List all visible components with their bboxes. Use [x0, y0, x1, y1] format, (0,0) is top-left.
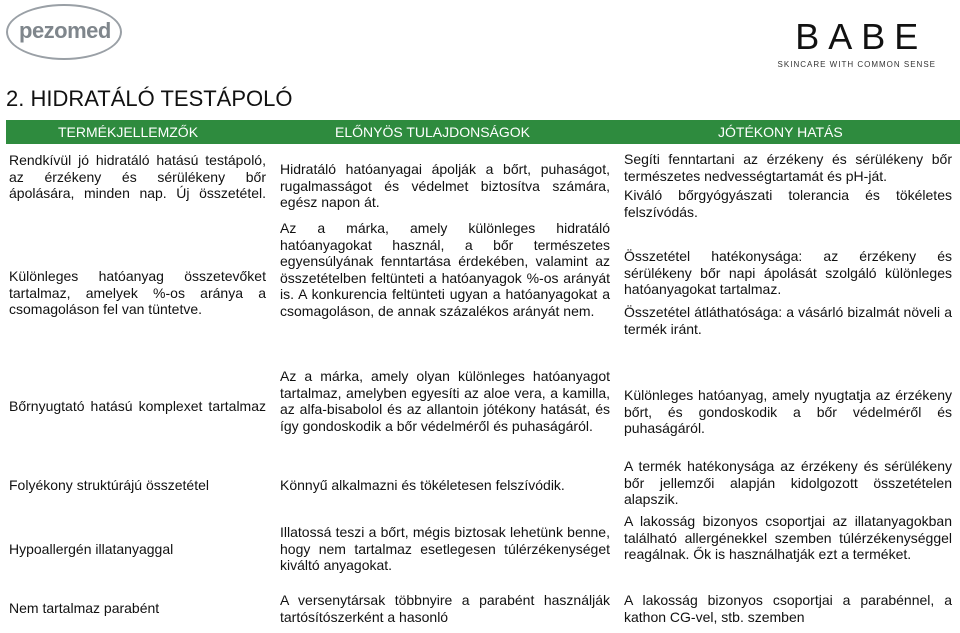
- benefit-item: A lakosság bizonyos csoportjai a parabénnel, a kathon CG-vel, stb. szemben: [624, 592, 952, 625]
- header-advantages: ELŐNYÖS TULAJDONSÁGOK: [335, 124, 531, 140]
- feature-item: Folyékony struktúrájú összetétel: [9, 477, 209, 493]
- advantage-item: Az a márka, amely különleges hidratáló hatóanyagokat használ, a bőr természetes egyensúlyának fenntartása érdekében, valamint az összetételben feltünteti a hatóanyagok %-os arányát is. A konkurencia feltünteti ugyan a hatóanyagokat a csomagoláson, de annak százalékos arányát nem.: [280, 220, 610, 319]
- advantage-item: Hidratáló hatóanyagai ápolják a bőrt, puhaságot, rugalmasságot és védelmet biztosítva számára, egész napon át.: [280, 161, 610, 210]
- page-title: 2. HIDRATÁLÓ TESTÁPOLÓ: [6, 86, 293, 111]
- header-benefits: JÓTÉKONY HATÁS: [718, 124, 843, 140]
- feature-item: Hypoallergén illatanyaggal: [9, 541, 174, 557]
- advantage-item: Az a márka, amely olyan különleges hatóanyagot tartalmaz, amelyben egyesíti az aloe vera, a kamilla, az alfa-bisabolol és az allantoin jótékony hatását, és így gondoskodik a bőr védelméről és puhaságáról.: [280, 368, 610, 434]
- benefit-item: Összetétel hatékonysága: az érzékeny és sérülékeny bőr napi ápolását szolgáló különleges hatóanyagokat tartalmaz.: [624, 248, 952, 297]
- benefit-item: Segíti fenntartani az érzékeny és sérülékeny bőr természetes nedvességtartamát és pH-ját.: [624, 151, 952, 184]
- header-product-features: TERMÉKJELLEMZŐK: [58, 124, 199, 140]
- advantage-item: Illatossá teszi a bőrt, mégis biztosak lehetünk benne, hogy nem tartalmaz esetlegesen túlérzékenységet kiváltó anyagokat.: [280, 524, 610, 573]
- feature-item: Különleges hatóanyag összetevőket tartalmaz, amelyek %-os aránya a csomagoláson fel van tüntetve.: [9, 268, 266, 317]
- benefit-item: A termék hatékonysága az érzékeny és sérülékeny bőr jellemzői alapján kidolgozott összetételen alapszik.: [624, 458, 952, 507]
- benefit-item: A lakosság bizonyos csoportjai az illatanyagokban található allergénekkel szemben túlérzékenységgel reagálnak. Ők is használhatják ezt a terméket.: [624, 513, 952, 562]
- babe-logo-text: BABE: [795, 16, 928, 57]
- benefit-item: Különleges hatóanyag, amely nyugtatja az érzékeny bőrt, és gondoskodik a bőr védelméről és puhaságáról.: [624, 387, 952, 436]
- feature-item: Nem tartalmaz parabént: [9, 600, 160, 616]
- pezomed-logo-text: pezomed: [19, 18, 111, 43]
- table-header: [6, 120, 960, 144]
- babe-tagline: SKINCARE WITH COMMON SENSE: [777, 60, 936, 69]
- pezomed-logo: [6, 4, 124, 62]
- feature-item: Bőrnyugtató hatású komplexet tartalmaz: [9, 398, 266, 414]
- benefit-item: Kiváló bőrgyógyászati tolerancia és tökéletes felszívódás.: [624, 187, 952, 220]
- advantage-item: A versenytársak többnyire a parabént használják tartósítószerként a hasonló: [280, 592, 610, 625]
- feature-item: Rendkívül jó hidratáló hatású testápoló, az érzékeny és sérülékeny bőr ápolására, minden nap. Új összetétel.: [9, 152, 266, 201]
- babe-logo: [778, 18, 936, 69]
- advantage-item: Könnyű alkalmazni és tökéletesen felszívódik.: [280, 477, 565, 493]
- benefit-item: Összetétel átláthatósága: a vásárló bizalmát növeli a termék iránt.: [624, 304, 952, 337]
